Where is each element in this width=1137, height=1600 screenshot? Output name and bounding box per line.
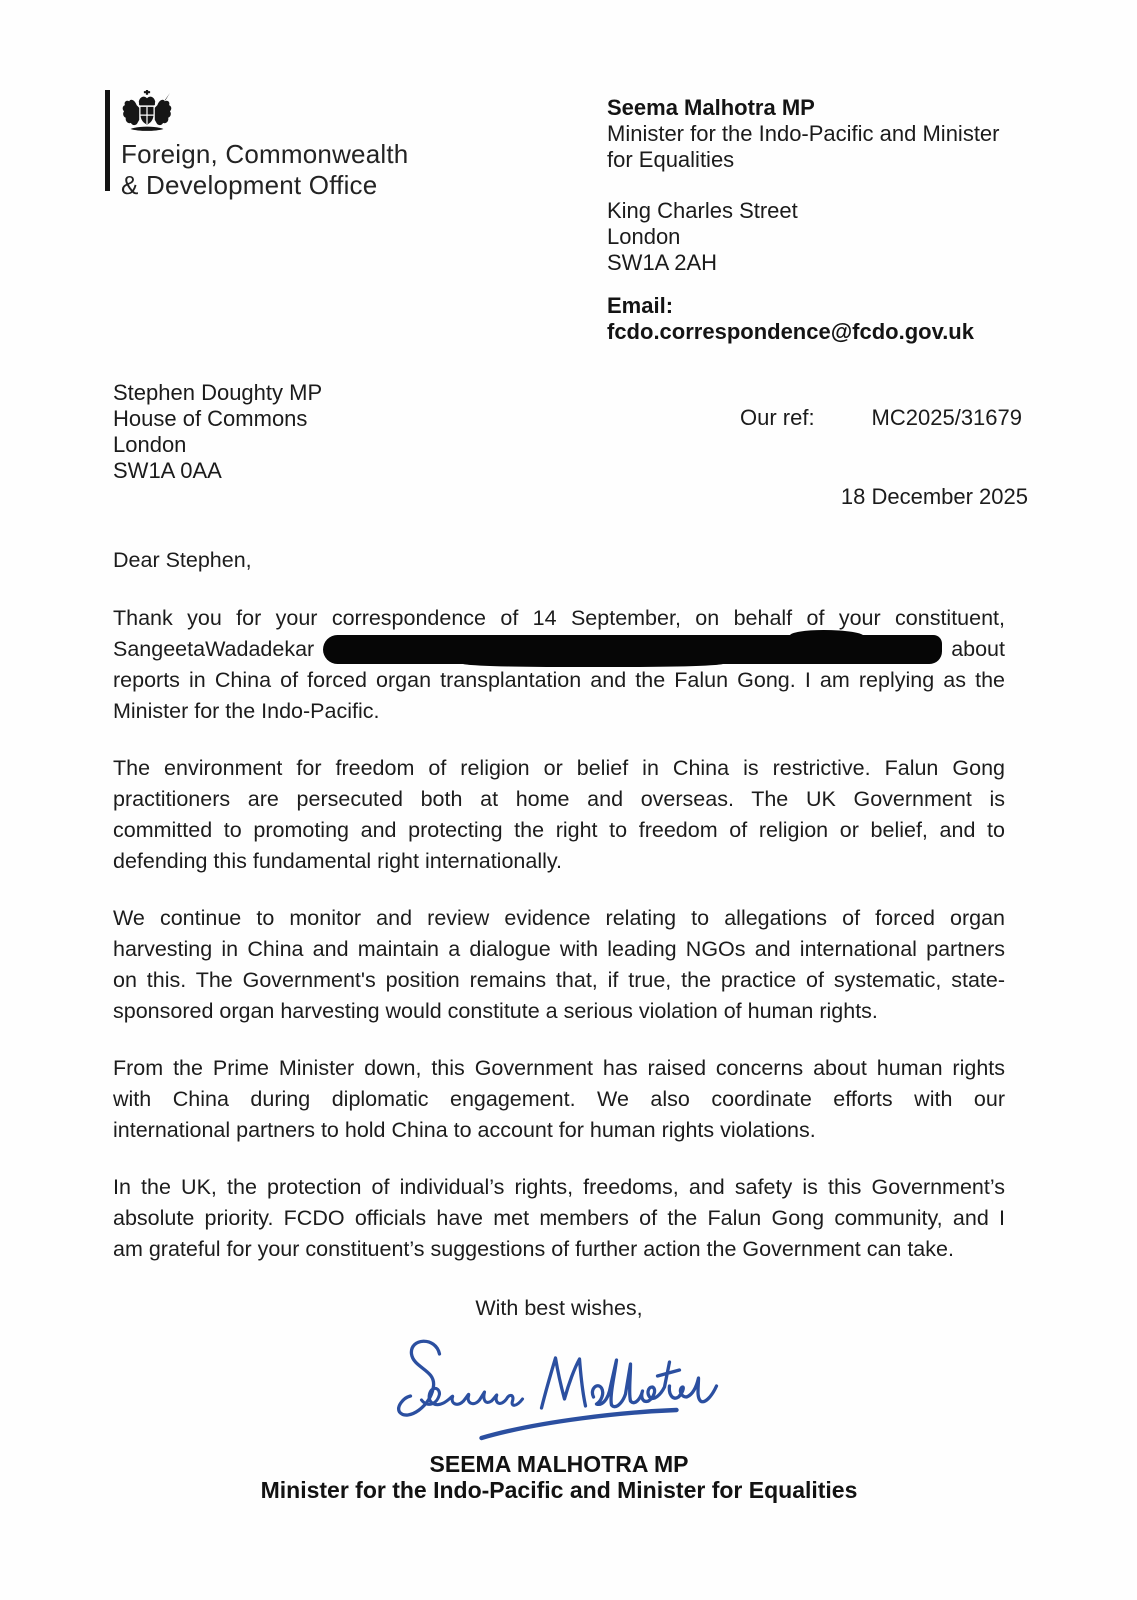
sender-block — [607, 95, 1027, 345]
sender-address-line: London — [607, 224, 681, 249]
letter-date: 18 December 2025 — [840, 484, 1028, 509]
text-line: reports in China of forced organ transplantation and the Falun Gong. I am replying as the — [113, 668, 1005, 692]
logo-vertical-bar — [105, 90, 110, 191]
text-line: absolute priority. FCDO officials have met members of the Falun Gong community, and I — [113, 1206, 1005, 1230]
word: about — [951, 637, 1005, 661]
fcdo-logo — [105, 90, 408, 201]
text-line — [113, 634, 1005, 665]
text-line: practitioners are persecuted both at home and overseas. The UK Government is — [113, 787, 1005, 811]
sender-address-line: King Charles Street — [607, 198, 798, 223]
sender-title-line1: Minister for the Indo-Pacific and Minister — [607, 121, 1000, 146]
text-line: am grateful for your constituent’s suggestions of further action the Government can take. — [113, 1237, 954, 1261]
paragraph — [113, 1053, 1005, 1146]
text-line: on this. The Government's position remains that, if true, the practice of systematic, state- — [113, 968, 1005, 992]
text-line: harvesting in China and maintain a dialogue with leading NGOs and international partners — [113, 937, 1005, 961]
letter-body — [113, 545, 1005, 1503]
word: Sangeeta — [113, 637, 206, 661]
paragraphs-container — [113, 603, 1005, 1265]
text-line: defending this fundamental right internationally. — [113, 849, 563, 873]
sender-title-line2: for Equalities — [607, 147, 735, 172]
word: Wadadekar — [205, 637, 315, 661]
royal-coat-of-arms-icon — [121, 90, 173, 135]
recipient-block — [113, 380, 322, 484]
text-line: Thank you for your correspondence of 14 September, on behalf of your constituent, — [113, 606, 1005, 630]
text-line: Minister for the Indo-Pacific. — [113, 699, 380, 723]
recipient-line: SW1A 0AA — [113, 458, 222, 483]
reference-row — [740, 405, 1022, 431]
org-name-line2: & Development Office — [121, 170, 378, 200]
text-line: committed to promoting and protecting the right to freedom of religion or belief, and to — [113, 818, 1005, 842]
valediction: With best wishes, — [475, 1296, 643, 1320]
text-line: From the Prime Minister down, this Government has raised concerns about human rights — [113, 1056, 1005, 1080]
email-label: Email: — [607, 293, 674, 318]
paragraph — [113, 903, 1005, 1027]
reference-label: Our ref: — [740, 405, 815, 430]
salutation: Dear Stephen, — [113, 548, 252, 572]
email-address: fcdo.correspondence@fcdo.gov.uk — [607, 319, 974, 344]
text-line: In the UK, the protection of individual’s rights, freedoms, and safety is this Government’s — [113, 1175, 1005, 1199]
sender-name: Seema Malhotra MP — [607, 95, 815, 120]
sender-address-line: SW1A 2AH — [607, 250, 718, 275]
signer-name: SEEMA MALHOTRA MP — [429, 1451, 689, 1477]
recipient-line: London — [113, 432, 187, 457]
recipient-line: Stephen Doughty MP — [113, 380, 323, 405]
paragraph — [113, 1172, 1005, 1265]
text-line: with China during diplomatic engagement. We also coordinate efforts with our — [113, 1087, 1005, 1111]
text-line: international partners to hold China to account for human rights violations. — [113, 1118, 816, 1142]
text-line: sponsored organ harvesting would constitute a serious violation of human rights. — [113, 999, 878, 1023]
handwritten-signature — [387, 1326, 732, 1446]
text-line: The environment for freedom of religion or belief in China is restrictive. Falun Gong — [113, 756, 1005, 780]
recipient-line: House of Commons — [113, 406, 308, 431]
org-name-line1: Foreign, Commonwealth — [121, 139, 409, 169]
signer-title: Minister for the Indo-Pacific and Minister for Equalities — [260, 1477, 858, 1503]
paragraph — [113, 753, 1005, 877]
paragraph — [113, 603, 1005, 727]
reference-value: MC2025/31679 — [871, 405, 1022, 430]
closing-block — [113, 1293, 1005, 1503]
redaction-bar — [323, 635, 942, 664]
text-line: We continue to monitor and review evidence relating to allegations of forced organ — [113, 906, 1005, 930]
